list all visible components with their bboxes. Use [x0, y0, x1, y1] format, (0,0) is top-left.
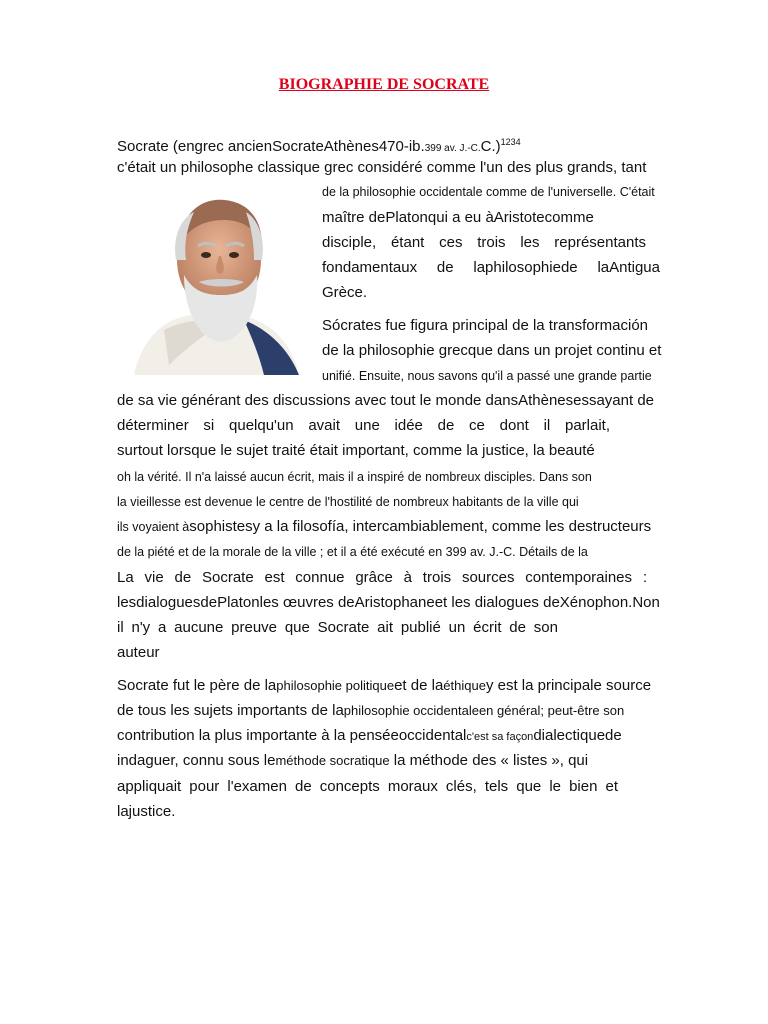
intro-line-5: disciple, étant ces trois les représentants: [322, 234, 646, 251]
p4-l3-a: contribution la plus importante à la pensée: [117, 727, 399, 744]
intro-text-end: C.): [480, 138, 501, 155]
p4-l3-c: c'est sa façon: [466, 731, 534, 743]
p4-l3-e: de: [605, 727, 622, 744]
para2-line-2: de la philosophie grecque dans un projet continu et: [322, 342, 662, 359]
p4-l2-a: de tous les sujets importants de la: [117, 702, 344, 719]
p4-l2-c: en général; peut-être son: [478, 703, 625, 718]
p4-l1-e: y est la principale source: [485, 677, 652, 694]
para4-line-3: [117, 727, 622, 746]
para2-line-3: unifié. Ensuite, nous savons qu'il a passé une grande partie: [322, 369, 652, 383]
para4-line-4: [117, 752, 588, 770]
para3-line-1: La vie de Socrate est connue grâce à trois sources contemporaines :: [117, 569, 647, 586]
para2-line-9-small: ils voyaient à: [117, 520, 190, 534]
p4-l3-d: dialectique: [533, 727, 606, 744]
para2-line-10: de la piété et de la morale de la ville ; et il a été exécuté en 399 av. J.-C. Détails de la: [117, 545, 588, 559]
para2-line-1: Sócrates fue figura principal de la transformación: [322, 317, 649, 334]
p4-l4-c: la méthode des « listes », qui: [389, 752, 589, 769]
intro-line-3: de la philosophie occidentale comme de l'universelle. C'était: [322, 185, 655, 199]
para3-line-4: auteur: [117, 644, 160, 661]
p4-l1-a: Socrate fut le père de la: [117, 677, 277, 694]
intro-line-7: Grèce.: [322, 284, 368, 301]
para2-line-7: oh la vérité. Il n'a laissé aucun écrit, mais il a inspiré de nombreux disciples. Dans son: [117, 470, 592, 484]
intro-line-2: c'était un philosophe classique grec considéré comme l'un des plus grands, tant: [117, 159, 647, 176]
intro-line-6: fondamentaux de laphilosophiede laAntigua: [322, 259, 660, 276]
p4-l1-b: philosophie politique: [276, 678, 395, 693]
p4-l4-a: indaguer, connu sous le: [117, 752, 276, 769]
footnote-refs: 1234: [500, 137, 521, 147]
intro-line-4: maître dePlatonqui a eu àAristotecomme: [322, 209, 594, 226]
para2-line-4: de sa vie générant des discussions avec tout le monde dansAthènesessayant de: [117, 392, 655, 409]
para3-line-3: il n'y a aucune preuve que Socrate ait publié un écrit de son: [117, 619, 558, 636]
para4-line-1: [117, 677, 651, 695]
para2-line-9: [117, 518, 651, 536]
page-title: BIOGRAPHIE DE SOCRATE: [278, 76, 490, 93]
para2-line-6: surtout lorsque le sujet traité était important, comme la justice, la beauté: [117, 442, 595, 459]
para2-line-9-main: sophistesy a la filosofía, intercambiablement, comme les destructeurs: [189, 518, 652, 535]
p4-l2-b: philosophie occidentale: [343, 703, 479, 718]
para2-line-5: déterminer si quelqu'un avait une idée de ce dont il parlait,: [117, 417, 610, 434]
p4-l3-b: occidental: [398, 727, 467, 744]
para4-line-6: lajustice.: [117, 803, 176, 820]
p4-l1-d: éthique: [443, 678, 486, 693]
p4-l4-b: méthode socratique: [275, 753, 390, 768]
intro-text: Socrate (engrec ancienSocrateAthènes470-ib.: [117, 138, 425, 155]
para4-line-5: appliquait pour l'examen de concepts moraux clés, tels que le bien et: [117, 778, 618, 795]
date-small: 399 av. J.-C.: [424, 143, 481, 154]
socrates-portrait: [124, 190, 302, 375]
para2-line-8: la vieillesse est devenue le centre de l'hostilité de nombreux habitants de la ville qui: [117, 495, 579, 509]
para4-line-2: [117, 702, 624, 720]
para3-line-2: lesdialoguesdePlatonles œuvres deAristophaneet les dialogues deXénophon.Non: [117, 594, 660, 611]
intro-line-1: [117, 133, 521, 158]
p4-l1-c: et de la: [394, 677, 444, 694]
